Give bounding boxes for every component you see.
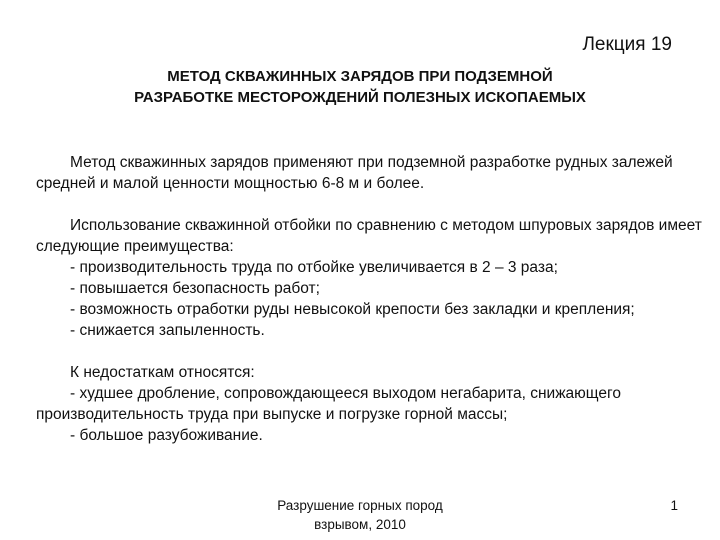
footer-caption-line-1: Разрушение горных пород	[277, 498, 443, 513]
slide-title-line-1: МЕТОД СКВАЖИННЫХ ЗАРЯДОВ ПРИ ПОДЗЕМНОЙ	[167, 68, 553, 85]
footer-caption	[240, 496, 480, 534]
advantage-item: - возможность отработки руды невысокой крепости без закладки и крепления;	[70, 301, 635, 318]
page-number: 1	[670, 498, 678, 513]
lecture-label: Лекция 19	[582, 34, 672, 55]
disadvantage-item: - большое разубоживание.	[70, 427, 263, 444]
advantage-item: - повышается безопасность работ;	[70, 280, 320, 297]
footer-caption-line-2: взрывом, 2010	[314, 517, 406, 532]
intro-paragraph: Метод скважинных зарядов применяют при подземной разработке рудных залежей средней и малой ценности мощностью 6-8 м и более.	[36, 154, 673, 192]
slide-title-line-2: РАЗРАБОТКЕ МЕСТОРОЖДЕНИЙ ПОЛЕЗНЫХ ИСКОПАЕМЫХ	[134, 89, 586, 106]
disadvantages-block	[36, 362, 706, 446]
body-text	[36, 152, 706, 446]
advantages-block	[36, 215, 706, 341]
slide-title	[60, 66, 660, 108]
disadvantage-item: - худшее дробление, сопровождающееся выходом негабарита, снижающего производительность труда при выпуске и погрузке горной массы;	[36, 385, 621, 423]
disadvantages-intro: К недостаткам относятся:	[70, 364, 255, 381]
advantage-item: - производительность труда по отбойке увеличивается в 2 – 3 раза;	[70, 259, 558, 276]
advantage-item: - снижается запыленность.	[70, 322, 265, 339]
advantages-intro: Использование скважинной отбойки по сравнению с методом шпуровых зарядов имеет следующие преимущества:	[36, 217, 702, 255]
